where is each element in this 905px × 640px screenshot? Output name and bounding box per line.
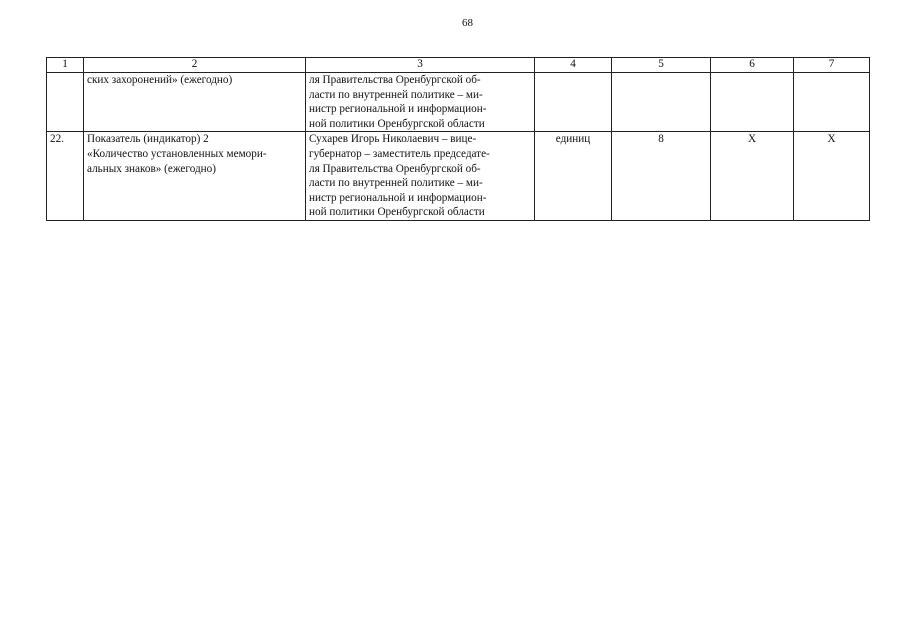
value-cell-6	[711, 73, 794, 132]
indicator-name-line: «Количество установленных мемори-	[87, 147, 267, 160]
page-number: 68	[462, 17, 473, 29]
responsible-line: ласти по внутренней политике – ми-	[309, 88, 483, 101]
value-cell-6: Х	[711, 132, 794, 221]
row-number-cell	[47, 73, 84, 132]
column-header-3: 3	[306, 58, 535, 73]
responsible-person-cell	[306, 132, 535, 221]
indicator-name-line: Показатель (индикатор) 2	[87, 133, 209, 146]
unit-cell	[535, 73, 612, 132]
row-number-cell: 22.	[47, 132, 84, 221]
indicator-name-line: альных знаков» (ежегодно)	[87, 162, 216, 175]
table-row-22	[47, 132, 870, 221]
indicator-name-line: ских захоронений» (ежегодно)	[87, 74, 233, 86]
indicator-table	[46, 57, 870, 221]
responsible-person-cell	[306, 73, 535, 132]
responsible-line: Сухарев Игорь Николаевич – вице-	[309, 133, 477, 146]
value-cell-5	[612, 73, 711, 132]
responsible-line: ласти по внутренней политике – ми-	[309, 177, 483, 190]
value-cell-7: Х	[794, 132, 870, 221]
column-header-6: 6	[711, 58, 794, 73]
column-header-4: 4	[535, 58, 612, 73]
responsible-line: ля Правительства Оренбургской об-	[309, 74, 481, 86]
responsible-line: нистр региональной и информацион-	[309, 191, 487, 204]
responsible-line: ной политики Оренбургской области	[309, 206, 485, 219]
responsible-line: ной политики Оренбургской области	[309, 117, 485, 130]
column-number-header-row	[47, 58, 870, 73]
column-header-2: 2	[84, 58, 306, 73]
indicator-name-cell	[84, 73, 306, 132]
table-row-continued	[47, 73, 870, 132]
unit-cell: единиц	[535, 132, 612, 221]
responsible-line: нистр региональной и информацион-	[309, 103, 487, 116]
responsible-line: губернатор – заместитель председате-	[309, 147, 490, 160]
value-cell-5: 8	[612, 132, 711, 221]
value-cell-7	[794, 73, 870, 132]
responsible-line: ля Правительства Оренбургской об-	[309, 162, 481, 175]
column-header-1: 1	[47, 58, 84, 73]
column-header-5: 5	[612, 58, 711, 73]
indicator-name-cell	[84, 132, 306, 221]
column-header-7: 7	[794, 58, 870, 73]
